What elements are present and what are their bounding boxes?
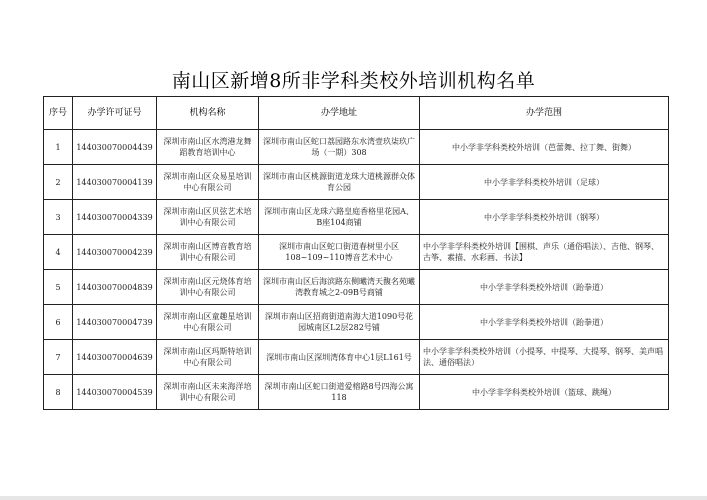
row-address: 深圳市南山区龙珠六路皇庭香格里花园A、B座104商铺 — [259, 200, 420, 235]
row-license-no: 144030070004839 — [73, 270, 157, 305]
row-scope: 中小学非学科类校外培训（跆拳道） — [420, 305, 669, 340]
row-scope: 中小学非学科类校外培训（钢琴） — [420, 200, 669, 235]
row-license-no: 144030070004239 — [73, 235, 157, 270]
table-row — [44, 130, 669, 165]
row-license-no: 144030070004739 — [73, 305, 157, 340]
table-row — [44, 270, 669, 305]
row-address: 深圳市南山区后海滨路东侧曦湾天馥名苑曦湾教育城之2-09B号商铺 — [259, 270, 420, 305]
table-row — [44, 375, 669, 410]
table-row — [44, 200, 669, 235]
institution-table — [43, 96, 669, 410]
table-row — [44, 340, 669, 375]
row-index: 1 — [44, 130, 73, 165]
row-index: 7 — [44, 340, 73, 375]
table-header-row — [44, 97, 669, 130]
row-license-no: 144030070004339 — [73, 200, 157, 235]
row-index: 8 — [44, 375, 73, 410]
row-scope: 中小学非学科类校外培训（足球） — [420, 165, 669, 200]
row-institution-name: 深圳市南山区童趣星培训中心有限公司 — [157, 305, 259, 340]
table-row — [44, 305, 669, 340]
row-license-no: 144030070004539 — [73, 375, 157, 410]
row-license-no: 144030070004639 — [73, 340, 157, 375]
row-scope: 中小学非学科类校外培训（跆拳道） — [420, 270, 669, 305]
row-license-no: 144030070004139 — [73, 165, 157, 200]
row-address: 深圳市南山区蛇口街道爱榕路8号四海公寓118 — [259, 375, 420, 410]
header-scope: 办学范围 — [420, 97, 669, 130]
header-address: 办学地址 — [259, 97, 420, 130]
row-address: 深圳市南山区蛇口街道春树里小区108~109~110博音艺术中心 — [259, 235, 420, 270]
document-title: 南山区新增8所非学科类校外培训机构名单 — [171, 70, 536, 92]
row-index: 4 — [44, 235, 73, 270]
row-index: 2 — [44, 165, 73, 200]
row-address: 深圳市南山区招商街道南海大道1090号花园城南区L2层282号铺 — [259, 305, 420, 340]
row-index: 6 — [44, 305, 73, 340]
header-license-no: 办学许可证号 — [73, 97, 157, 130]
row-institution-name: 深圳市南山区博音教育培训中心有限公司 — [157, 235, 259, 270]
page-bottom-edge — [0, 496, 707, 500]
row-license-no: 144030070004439 — [73, 130, 157, 165]
row-scope: 中小学非学科类校外培训（芭蕾舞、拉丁舞、街舞） — [420, 130, 669, 165]
row-address: 深圳市南山区蛇口荔园路东水湾壹玖柒玖广场（一期）308 — [259, 130, 420, 165]
row-institution-name: 深圳市南山区玛斯特培训中心有限公司 — [157, 340, 259, 375]
row-institution-name: 深圳市南山区贝弦艺术培训中心有限公司 — [157, 200, 259, 235]
row-address: 深圳市南山区桃源街道龙珠大道桃源群众体育公园 — [259, 165, 420, 200]
header-index: 序号 — [44, 97, 73, 130]
table-row — [44, 165, 669, 200]
row-scope: 中小学非学科类校外培训【围棋、声乐（通俗唱法）、吉他、钢琴、古筝、素描、水彩画、书法】 — [420, 235, 669, 270]
row-index: 3 — [44, 200, 73, 235]
row-institution-name: 深圳市南山区元烧体育培训中心有限公司 — [157, 270, 259, 305]
header-institution-name: 机构名称 — [157, 97, 259, 130]
row-institution-name: 深圳市南山区众易星培训中心有限公司 — [157, 165, 259, 200]
row-address: 深圳市南山区深圳湾体育中心1层L161号 — [259, 340, 420, 375]
row-institution-name: 深圳市南山区水湾港龙舞蹈教育培训中心 — [157, 130, 259, 165]
row-scope: 中小学非学科类校外培训（小提琴、中提琴、大提琴、钢琴、美声唱法、通俗唱法） — [420, 340, 669, 375]
row-index: 5 — [44, 270, 73, 305]
row-scope: 中小学非学科类校外培训（篮球、跳绳） — [420, 375, 669, 410]
row-institution-name: 深圳市南山区未来海洋培训中心有限公司 — [157, 375, 259, 410]
table-row — [44, 235, 669, 270]
